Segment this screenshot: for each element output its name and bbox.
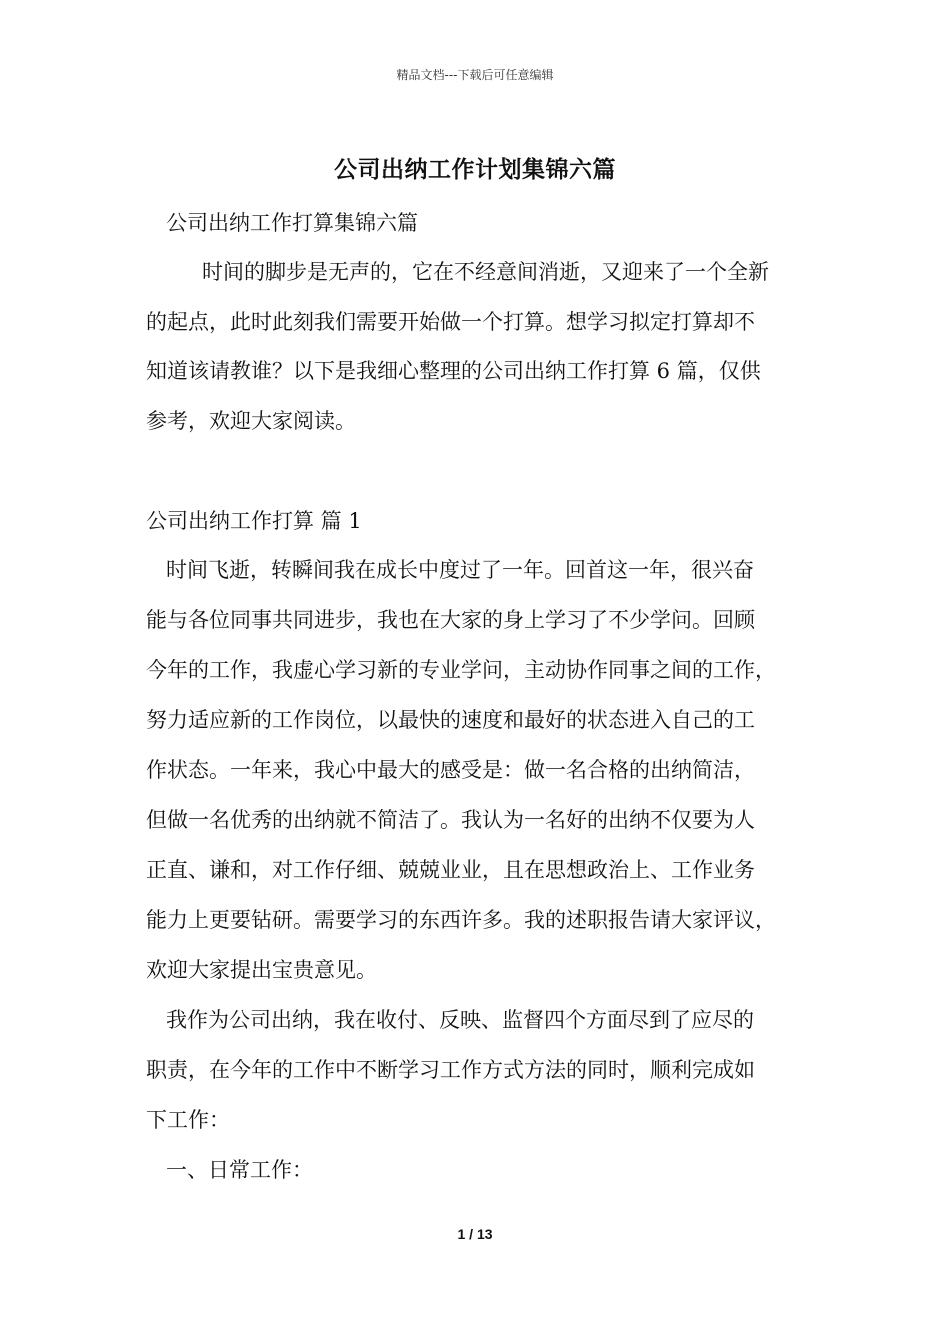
- paragraph-line: 时间飞逝，转瞬间我在成长中度过了一年。回首这一年，很兴奋: [166, 558, 754, 582]
- section-heading: 公司出纳工作打算 篇 1: [146, 509, 362, 533]
- page-number: 1 / 13: [457, 1226, 493, 1242]
- paragraph-line: 参考，欢迎大家阅读。: [146, 409, 356, 433]
- paragraph-line: 但做一名优秀的出纳就不简洁了。我认为一名好的出纳不仅要为人: [146, 808, 755, 832]
- list-heading: 一、日常工作：: [166, 1158, 313, 1182]
- paragraph-line: 能与各位同事共同进步，我也在大家的身上学习了不少学问。回顾: [146, 608, 755, 632]
- paragraph-line: 下工作：: [146, 1108, 230, 1132]
- paragraph-line: 努力适应新的工作岗位，以最快的速度和最好的状态进入自己的工: [146, 708, 755, 732]
- subtitle-line: 公司出纳工作打算集锦六篇: [166, 211, 418, 235]
- paragraph-line: 今年的工作，我虚心学习新的专业学问，主动协作同事之间的工作，: [146, 658, 776, 682]
- paragraph-line: 作状态。一年来，我心中最大的感受是：做一名合格的出纳简洁，: [146, 758, 755, 782]
- paragraph-line: 正直、谦和，对工作仔细、兢兢业业，且在思想政治上、工作业务: [146, 858, 755, 882]
- paragraph-line: 知道该请教谁？以下是我细心整理的公司出纳工作打算 6 篇，仅供: [146, 359, 761, 383]
- paragraph-line: 能力上更要钻研。需要学习的东西许多。我的述职报告请大家评议，: [146, 908, 776, 932]
- page-header: 精品文档---下载后可任意编辑: [396, 68, 554, 82]
- paragraph-line: 欢迎大家提出宝贵意见。: [146, 958, 377, 982]
- paragraph-line: 的起点，此时此刻我们需要开始做一个打算。想学习拟定打算却不: [146, 310, 755, 334]
- paragraph-line: 我作为公司出纳，我在收付、反映、监督四个方面尽到了应尽的: [166, 1008, 754, 1032]
- document-title: 公司出纳工作计划集锦六篇: [334, 156, 616, 183]
- paragraph-line: 职责，在今年的工作中不断学习工作方式方法的同时，顺利完成如: [146, 1058, 755, 1082]
- paragraph-line: 时间的脚步是无声的，它在不经意间消逝，又迎来了一个全新: [202, 260, 769, 284]
